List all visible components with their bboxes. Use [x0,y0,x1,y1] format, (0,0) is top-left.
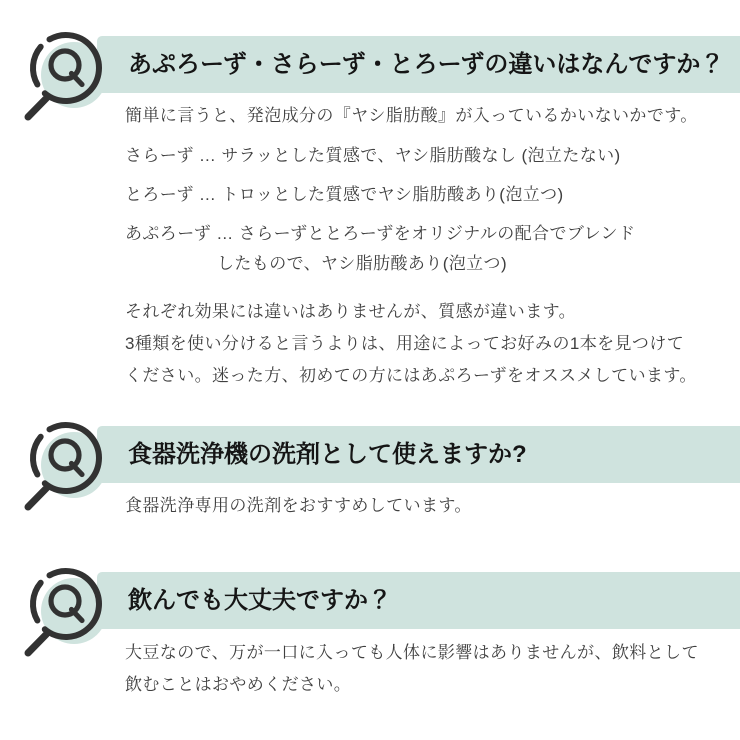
answer-block [125,483,740,519]
question-bar [97,36,740,93]
question-header [0,426,740,483]
answer-line: それぞれ効果には違いはありませんが、質感が違います。 [125,302,577,321]
q-magnifier-icon [14,408,110,518]
answer-line: ください。迷った方、初めての方にはあぷろーずをオススメしています。 [125,366,697,385]
answer-line: 食器洗浄専用の洗剤をおすすめしています。 [125,496,472,515]
q-magnifier-icon [14,554,110,664]
faq-item-3 [0,572,740,701]
answer-line: 大豆なので、万が一口に入っても人体に影響はありませんが、飲料として [125,643,699,662]
answer-closing [125,296,722,392]
product-comparison-list [125,143,722,277]
answer-block [125,93,740,392]
list-item: とろーず … トロッとした質感でヤシ脂肪酸あり(泡立つ) [125,185,564,204]
question-title: あぷろーず・さらーず・とろーずの違いはなんですか？ [128,50,725,78]
answer-line: 3種類を使い分けると言うよりは、用途によってお好みの1本を見つけて [125,334,685,353]
faq-item-2 [0,426,740,519]
answer-line: 飲むことはおやめください。 [125,675,352,694]
question-header [0,572,740,629]
list-item-continuation: したもので、ヤシ脂肪酸あり(泡立つ) [217,254,508,273]
question-header [0,36,740,93]
question-title: 飲んでも大丈夫ですか？ [128,586,392,614]
question-bar [97,572,740,629]
list-item: さらーず … サラッとした質感で、ヤシ脂肪酸なし (泡立たない) [125,146,621,165]
faq-item-1 [0,36,740,392]
answer-intro: 簡単に言うと、発泡成分の『ヤシ脂肪酸』が入っているかいないかです。 [125,106,698,125]
question-bar [97,426,740,483]
q-magnifier-icon [14,18,110,128]
question-title: 食器洗浄機の洗剤として使えますか? [128,440,527,468]
answer-block [125,629,740,701]
list-item: あぷろーず … さらーずととろーずをオリジナルの配合でブレンド [125,224,636,243]
